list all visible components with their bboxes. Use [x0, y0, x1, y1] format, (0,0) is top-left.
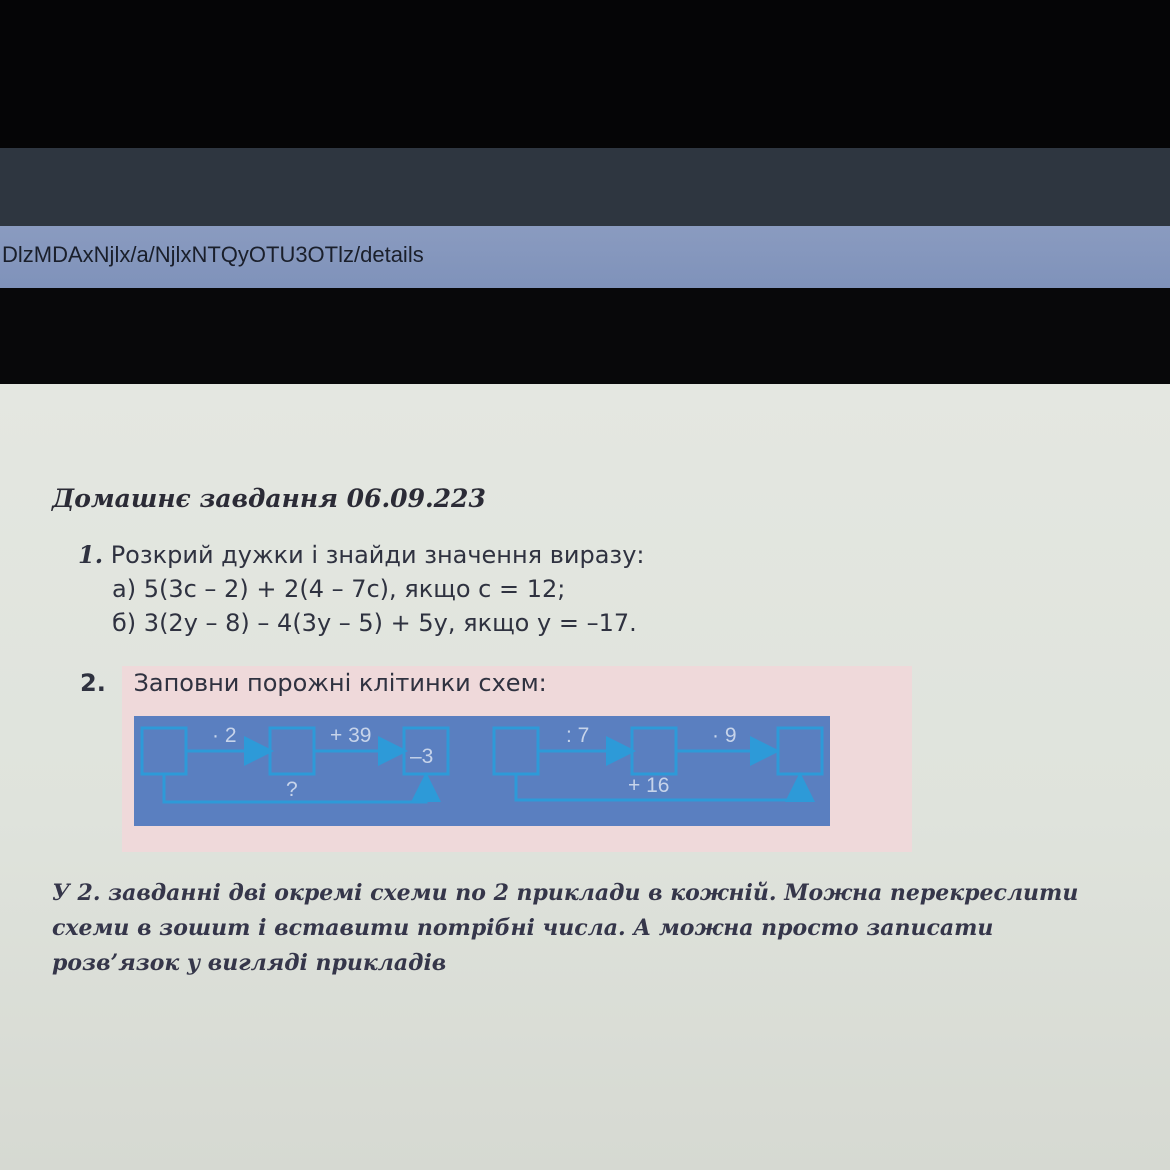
task-1 [78, 538, 644, 640]
document-page [0, 384, 1170, 1170]
task-1-prompt: Розкрий дужки і знайди значення виразу: [110, 541, 645, 569]
browser-toolbar-dark [0, 288, 1170, 384]
scheme1-result: –3 [410, 745, 434, 768]
scheme1-op2-label: + 39 [330, 724, 372, 747]
task-1-item-b: б) 3(2у – 8) – 4(3у – 5) + 5у, якщо у = –17. [112, 609, 637, 637]
screen-bezel [0, 0, 1170, 148]
scheme1-op1-label: · 2 [212, 724, 237, 747]
task-2 [80, 666, 547, 700]
homework-title: Домашнє завдання 06.09.223 [52, 484, 486, 513]
url-text[interactable]: DlzMDAxNjlx/a/NjlxNTQyOTU3OTlz/details [2, 242, 424, 267]
scheme2-op2-label: · 9 [712, 724, 737, 747]
scheme2-loop-label: + 16 [628, 774, 670, 797]
task-2-prompt: Заповни порожні клітинки схем: [133, 669, 547, 697]
scheme2-op1-label: : 7 [566, 724, 590, 747]
scheme1-loop-label: ? [286, 778, 298, 801]
address-bar[interactable] [0, 226, 1170, 288]
task-2-number: 2. [80, 669, 106, 697]
schemes-figure [134, 716, 830, 826]
homework-note [52, 876, 1132, 981]
note-line-1: У 2. завданні дві окремі схеми по 2 приклади в кожній. Можна перекреслити [52, 880, 1079, 906]
note-line-2: схеми в зошит і вставити потрібні числа. А можна просто записати [52, 915, 994, 941]
task-1-number: 1. [78, 540, 104, 569]
browser-tab-strip [0, 148, 1170, 226]
task-1-item-a: а) 5(3с – 2) + 2(4 – 7с), якщо с = 12; [112, 575, 566, 603]
note-line-3: розв’язок у вигляді прикладів [52, 950, 447, 976]
